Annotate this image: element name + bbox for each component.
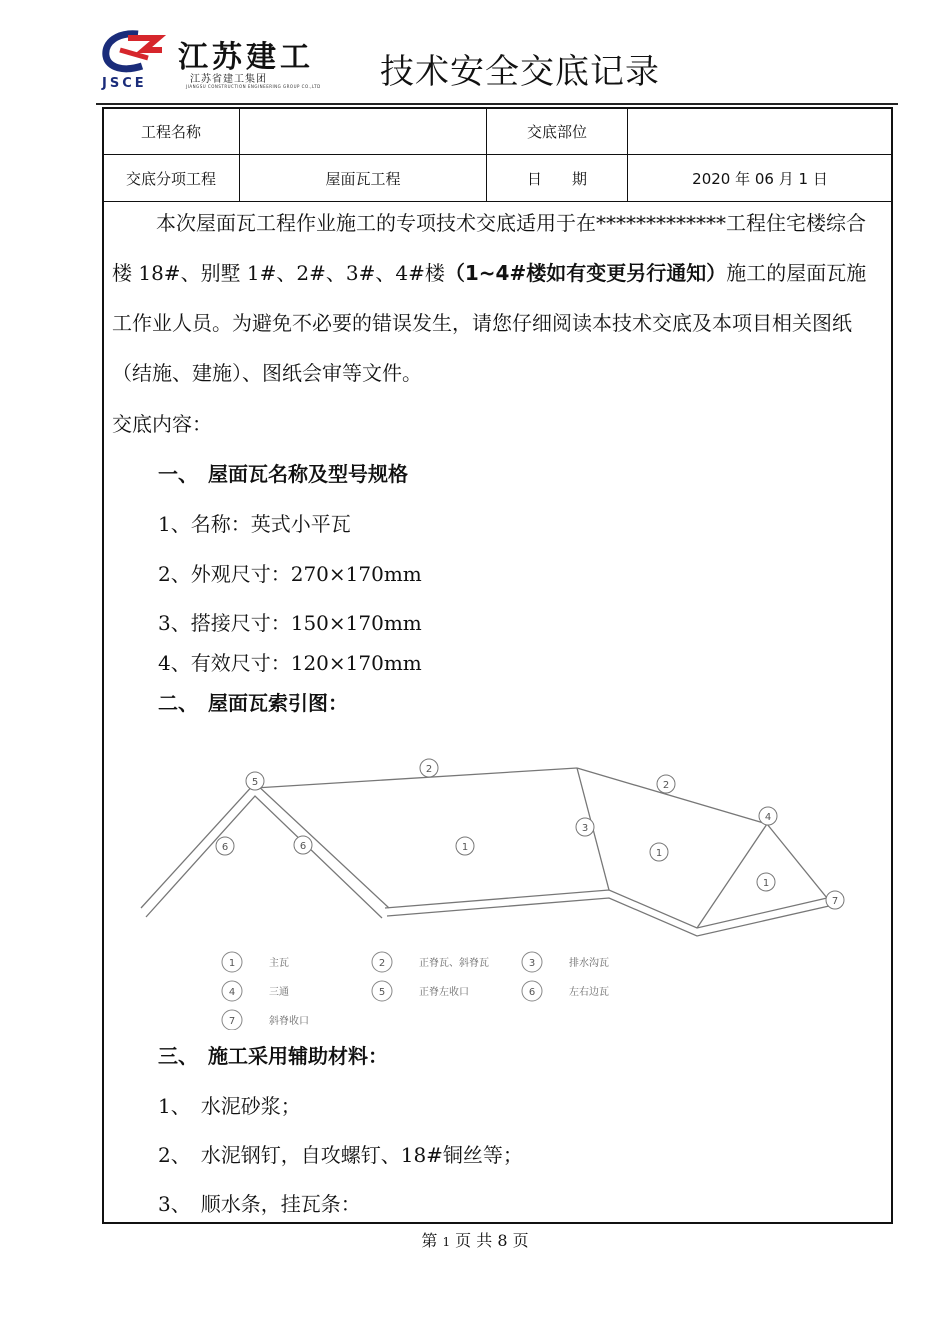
svg-text:4: 4 — [764, 812, 772, 823]
svg-text:2: 2 — [662, 780, 670, 791]
diagram-marker-2 — [420, 759, 438, 777]
page-number: 1 — [442, 1235, 451, 1249]
section1-title: 一、 屋面瓦名称及型号规格 — [158, 462, 408, 486]
legend-item — [522, 952, 609, 972]
project-name-value[interactable] — [240, 108, 487, 155]
list-item: 1、名称：英式小平瓦 — [158, 512, 351, 536]
document-title: 技术安全交底记录 — [380, 52, 660, 92]
legend-item — [522, 981, 609, 1001]
svg-text:1: 1 — [655, 848, 663, 859]
position-label: 交底部位 — [487, 108, 628, 155]
company-logo — [98, 28, 321, 94]
info-table — [102, 107, 893, 202]
list-item: 3、 顺水条，挂瓦条： — [158, 1192, 361, 1216]
diagram-marker-1 — [650, 843, 668, 861]
svg-text:7: 7 — [831, 896, 839, 907]
legend-item — [222, 1010, 309, 1030]
svg-text:5: 5 — [378, 987, 386, 998]
svg-text:6: 6 — [299, 841, 307, 852]
svg-text:5: 5 — [251, 777, 259, 788]
svg-text:6: 6 — [528, 987, 536, 998]
svg-text:三通: 三通 — [269, 987, 289, 998]
svg-text:1: 1 — [228, 958, 236, 969]
diagram-marker-6 — [216, 837, 234, 855]
list-item: 4、有效尺寸：120×170mm — [158, 651, 422, 675]
diagram-marker-5 — [246, 772, 264, 790]
svg-text:3: 3 — [581, 823, 589, 834]
position-value[interactable] — [628, 108, 893, 155]
svg-text:2: 2 — [378, 958, 386, 969]
svg-text:左右边瓦: 左右边瓦 — [569, 987, 609, 998]
svg-text:6: 6 — [221, 842, 229, 853]
legend-item — [222, 981, 289, 1001]
logo-chinese-name: 江苏建工 — [178, 40, 314, 75]
svg-text:4: 4 — [228, 987, 236, 998]
footer-prefix: 第 — [421, 1231, 438, 1250]
diagram-marker-2 — [657, 775, 675, 793]
svg-text:2: 2 — [425, 764, 433, 775]
list-item: 1、 水泥砂浆； — [158, 1094, 301, 1118]
diagram-marker-3 — [576, 818, 594, 836]
svg-text:1: 1 — [762, 878, 770, 889]
project-name-label: 工程名称 — [103, 108, 240, 155]
legend-item — [372, 952, 489, 972]
logo-abbreviation: JSCE — [102, 76, 147, 91]
table-row — [103, 155, 893, 202]
list-item: 2、 水泥钢钉，自攻螺钉、18#铜丝等； — [158, 1143, 523, 1167]
intro-text-1: 本次屋面瓦工程作业施工的专项技术交底适用于在*************工程住宅楼综合楼 18#、别墅 1#、2#、3#、4#楼 — [112, 211, 866, 285]
legend-item — [222, 952, 289, 972]
svg-text:主瓦: 主瓦 — [269, 958, 289, 969]
page-total: 8 — [497, 1231, 508, 1250]
section2-title: 二、 屋面瓦索引图： — [158, 691, 348, 715]
diagram-marker-7 — [826, 891, 844, 909]
table-row — [103, 108, 893, 155]
logo-english-name: JIANGSU CONSTRUCTION ENGINEERING GROUP CO.,LTD — [186, 84, 321, 89]
diagram-marker-4 — [759, 807, 777, 825]
svg-text:1: 1 — [461, 842, 469, 853]
footer-suffix: 页 — [512, 1231, 529, 1250]
svg-text:斜脊收口: 斜脊收口 — [269, 1016, 309, 1027]
section3-title: 三、 施工采用辅助材料： — [158, 1044, 388, 1068]
intro-paragraph — [112, 198, 884, 398]
roof-tile-index-diagram — [137, 758, 850, 1030]
diagram-marker-6 — [294, 836, 312, 854]
diagram-marker-1 — [757, 873, 775, 891]
date-value: 2020 年 06 月 1 日 — [628, 155, 893, 202]
intro-bold-note: （1~4#楼如有变更另行通知） — [444, 261, 727, 285]
list-item: 2、外观尺寸：270×170mm — [158, 562, 422, 586]
svg-text:排水沟瓦: 排水沟瓦 — [569, 958, 609, 969]
footer-middle: 页 共 — [455, 1231, 493, 1250]
svg-text:正脊瓦、斜脊瓦: 正脊瓦、斜脊瓦 — [419, 958, 489, 969]
legend-item — [372, 981, 469, 1001]
sub-project-value: 屋面瓦工程 — [240, 155, 487, 202]
diagram-marker-1 — [456, 837, 474, 855]
svg-text:正脊左收口: 正脊左收口 — [419, 987, 469, 998]
logo-subtitle: 江苏省建工集团 — [190, 74, 267, 85]
page-footer — [0, 1228, 950, 1251]
sub-project-label: 交底分项工程 — [103, 155, 240, 202]
svg-text:3: 3 — [528, 958, 536, 969]
date-label: 日 期 — [487, 155, 628, 202]
list-item: 3、搭接尺寸：150×170mm — [158, 611, 422, 635]
svg-text:7: 7 — [228, 1016, 236, 1027]
content-label: 交底内容： — [112, 412, 212, 436]
intro-text-2: 施工的屋面瓦施工作业人员。为避免不必要的错误发生，请您仔细阅读本技术交底及本项目相关图纸（结施、建施）、图纸会审等文件。 — [112, 261, 867, 385]
header-divider — [96, 103, 898, 105]
